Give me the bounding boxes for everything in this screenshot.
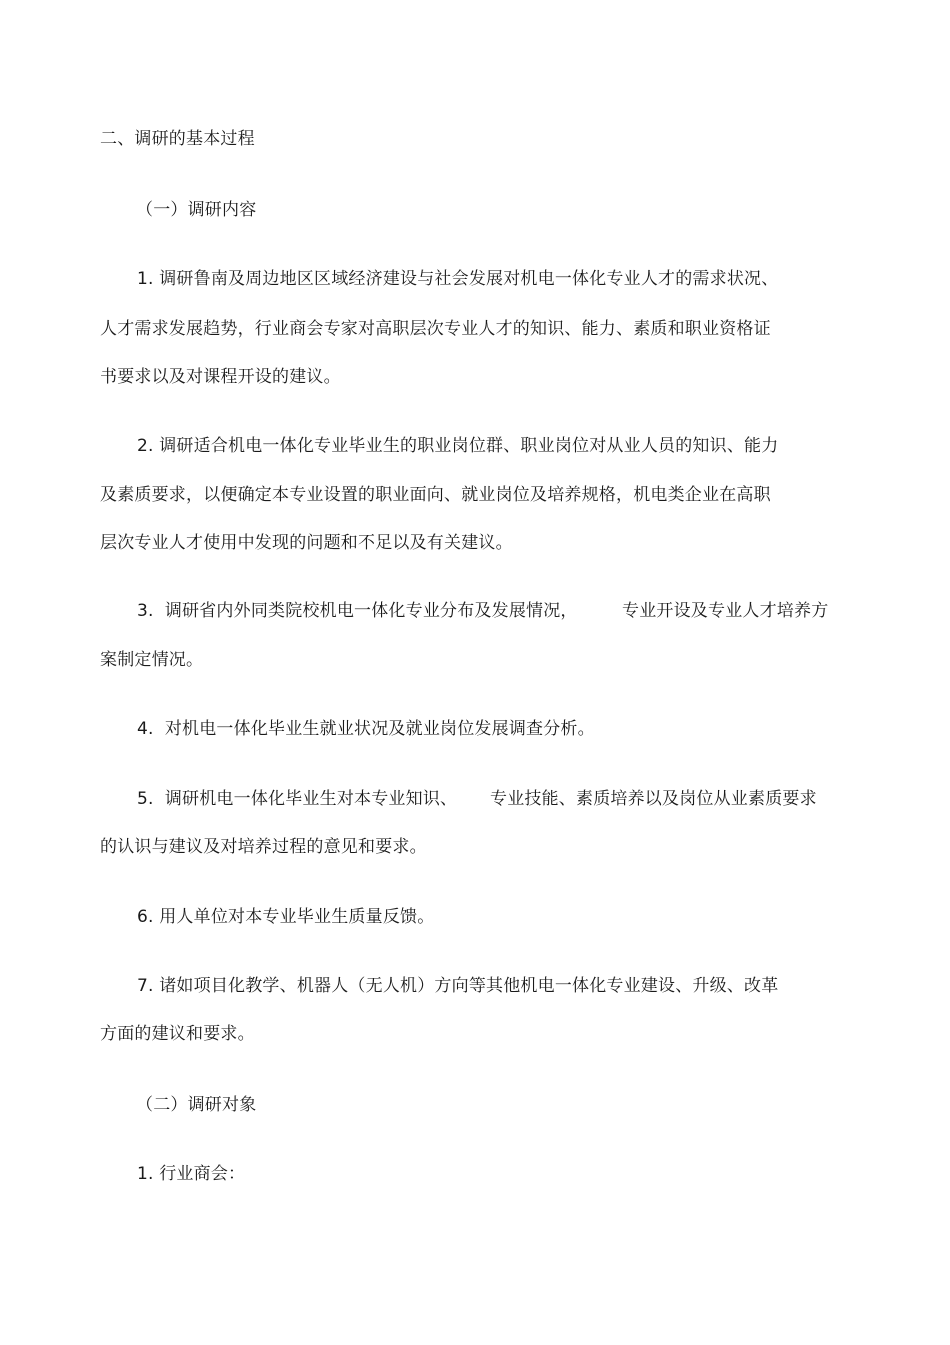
paragraph-line: 6. 用人单位对本专业毕业生质量反馈。 — [137, 907, 435, 927]
paragraph-line: 的认识与建议及对培养过程的意见和要求。 — [100, 837, 427, 857]
paragraph-line: 5. 调研机电一体化毕业生对本专业知识、 — [137, 789, 458, 809]
paragraph-line: 方面的建议和要求。 — [100, 1024, 255, 1044]
paragraph-line: 案制定情况。 — [100, 650, 204, 670]
paragraph-line: 4. 对机电一体化毕业生就业状况及就业岗位发展调查分析。 — [137, 719, 595, 739]
paragraph-line: 及素质要求，以便确定本专业设置的职业面向、就业岗位及培养规格，机电类企业在高职 — [100, 485, 771, 505]
paragraph-line: 7. 诸如项目化教学、机器人（无人机）方向等其他机电一体化专业建设、升级、改革 — [137, 976, 779, 996]
subsection-heading-content: （一）调研内容 — [136, 200, 257, 220]
section-heading: 二、调研的基本过程 — [100, 129, 255, 149]
paragraph-line: 2. 调研适合机电一体化专业毕业生的职业岗位群、职业岗位对从业人员的知识、能力 — [137, 436, 779, 456]
paragraph-line: 3. 调研省内外同类院校机电一体化专业分布及发展情况， — [137, 601, 578, 621]
paragraph-line: 层次专业人才使用中发现的问题和不足以及有关建议。 — [100, 533, 513, 553]
paragraph-line: 书要求以及对课程开设的建议。 — [100, 367, 341, 387]
paragraph-line: 专业开设及专业人才培养方 — [622, 601, 829, 621]
paragraph-line: 人才需求发展趋势，行业商会专家对高职层次专业人才的知识、能力、素质和职业资格证 — [100, 319, 771, 339]
paragraph-line: 1. 调研鲁南及周边地区区域经济建设与社会发展对机电一体化专业人才的需求状况、 — [137, 269, 779, 289]
paragraph-line: 专业技能、素质培养以及岗位从业素质要求 — [490, 789, 817, 809]
list-item: 1. 行业商会： — [137, 1164, 246, 1184]
subsection-heading-targets: （二）调研对象 — [136, 1095, 257, 1115]
